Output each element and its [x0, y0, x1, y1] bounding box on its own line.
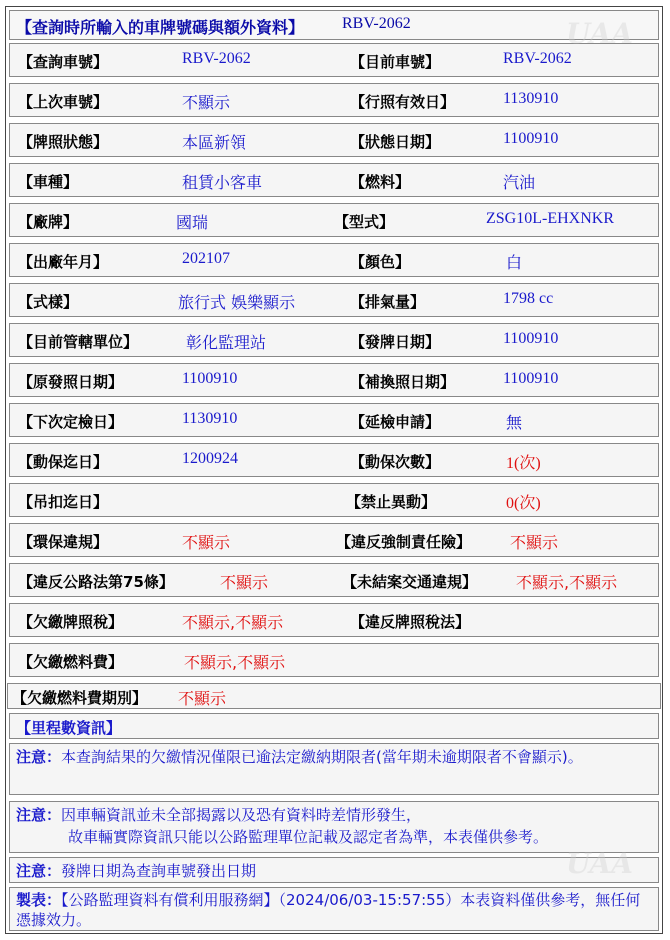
value-color: 白: [506, 253, 523, 272]
label-suspension-end-date: 【吊扣迄日】: [18, 493, 109, 511]
row-plate-status: [9, 123, 659, 157]
label-mortgage-end-date: 【動保迄日】: [18, 453, 109, 471]
row-original-license-date: [9, 363, 659, 397]
row-next-inspection: [9, 403, 659, 437]
note-issue-date: [9, 857, 659, 883]
value-unpaid-license-tax: 不顯示,不顯示: [182, 613, 284, 632]
watermark-logo-bottom: UAA: [566, 847, 634, 880]
label-environmental-violations: 【環保違規】: [18, 533, 109, 551]
note-disclaimer-label: 注意：: [16, 806, 62, 824]
value-manufacture-date: 202107: [182, 250, 230, 267]
label-previous-plate: 【上次車號】: [18, 93, 109, 111]
label-mortgage-count: 【動保次數】: [350, 453, 441, 471]
value-original-license-date: 1100910: [182, 370, 238, 387]
label-query-plate: 【查詢車號】: [18, 53, 109, 71]
label-inspection-extension: 【延檢申請】: [350, 413, 441, 431]
row-suspension: [9, 483, 659, 517]
label-mileage-info: 【里程數資訊】: [16, 719, 122, 737]
value-pending-traffic-violations: 不顯示,不顯示: [516, 573, 618, 592]
note-disclaimer-line2: 故車輛實際資訊只能以公路監理單位記載及認定者為準，本表僅供參考。: [68, 828, 549, 846]
row-brand: [9, 203, 659, 237]
label-color: 【顏色】: [350, 253, 411, 271]
value-unpaid-fuel-fee: 不顯示,不顯示: [184, 653, 286, 672]
note-arrears-text: 本查詢結果的欠繳情況僅限已逾法定繳納期限者(當年期未逾期限者不會顯示)。: [61, 748, 583, 766]
value-fuel: 汽油: [503, 173, 536, 192]
label-unpaid-license-tax: 【欠繳牌照稅】: [18, 613, 124, 631]
row-chattel-mortgage: [9, 443, 659, 477]
report-title-bar: [9, 10, 659, 40]
report-title: 【查詢時所輸入的車牌號碼與額外資料】: [16, 18, 305, 37]
value-model: ZSG10L-EHXNKR: [486, 210, 614, 227]
label-insurance-violations: 【違反強制責任險】: [336, 533, 472, 551]
label-displacement: 【排氣量】: [350, 293, 426, 311]
value-body-style: 旅行式 娛樂顯示: [178, 293, 296, 312]
label-unpaid-fuel-fee: 【欠繳燃料費】: [18, 653, 124, 671]
value-inspection-extension: 無: [506, 413, 523, 432]
label-license-tax-violations: 【違反牌照稅法】: [350, 613, 471, 631]
value-insurance-violations: 不顯示: [510, 533, 559, 552]
value-mortgage-end-date: 1200924: [182, 450, 238, 467]
value-reissue-date: 1100910: [503, 370, 559, 387]
value-current-plate: RBV-2062: [503, 50, 572, 67]
row-body-style: [9, 283, 659, 317]
label-highway-law-violations: 【違反公路法第75條】: [18, 573, 174, 591]
footer-text: 【公路監理資料有償利用服務網】（2024/06/03-15:57:55）本表資料僅供參考，無任何憑據效力。: [16, 891, 641, 929]
value-environmental-violations: 不顯示: [182, 533, 231, 552]
row-environmental-violations: [9, 523, 659, 557]
label-current-plate: 【目前車號】: [350, 53, 441, 71]
label-jurisdiction: 【目前管轄單位】: [18, 333, 139, 351]
label-transfer-prohibited: 【禁止異動】: [346, 493, 437, 511]
vehicle-report: [5, 6, 663, 934]
label-license-valid-date: 【行照有效日】: [350, 93, 456, 111]
note-arrears: [9, 743, 659, 795]
label-plate-status: 【牌照狀態】: [18, 133, 109, 151]
label-fuel-fee-period: 【欠繳燃料費期別】: [12, 689, 148, 707]
label-original-license-date: 【原發照日期】: [18, 373, 124, 391]
value-transfer-prohibited: 0(次): [506, 495, 541, 512]
label-status-date: 【狀態日期】: [350, 133, 441, 151]
value-status-date: 1100910: [503, 130, 559, 147]
label-reissue-date: 【補換照日期】: [350, 373, 456, 391]
row-previous-plate: [9, 83, 659, 117]
note-issue-date-text: 發牌日期為查詢車號發出日期: [61, 862, 257, 880]
note-disclaimer-line1: 因車輛資訊並未全部揭露以及恐有資料時差情形發生，: [61, 806, 422, 824]
label-manufacture-date: 【出廠年月】: [18, 253, 109, 271]
footer-label: 製表：: [16, 891, 62, 909]
value-license-valid-date: 1130910: [503, 90, 559, 107]
label-body-style: 【式樣】: [18, 293, 79, 311]
value-plate-status: 本區新領: [182, 133, 247, 152]
label-vehicle-type: 【車種】: [18, 173, 79, 191]
value-mortgage-count: 1(次): [506, 455, 541, 472]
label-plate-issue-date: 【發牌日期】: [350, 333, 441, 351]
row-vehicle-type: [9, 163, 659, 197]
value-previous-plate: 不顯示: [182, 93, 231, 112]
watermark-logo-top: UAA: [566, 17, 634, 50]
value-brand: 國瑞: [176, 213, 209, 232]
report-plate: RBV-2062: [342, 15, 411, 32]
row-plate-query: [9, 43, 659, 77]
value-fuel-fee-period: 不顯示: [178, 689, 227, 708]
label-model: 【型式】: [334, 213, 395, 231]
value-displacement: 1798 cc: [503, 290, 554, 307]
label-pending-traffic-violations: 【未結案交通違規】: [342, 573, 478, 591]
row-fuel-fee-period: [7, 683, 661, 709]
value-plate-issue-date: 1100910: [503, 330, 559, 347]
row-unpaid-fuel-fee: [9, 643, 659, 677]
note-arrears-label: 注意：: [16, 748, 62, 766]
label-next-inspection: 【下次定檢日】: [18, 413, 124, 431]
value-next-inspection: 1130910: [182, 410, 238, 427]
report-footer: [9, 887, 659, 931]
value-jurisdiction: 彰化監理站: [186, 333, 267, 352]
note-issue-date-label: 注意：: [16, 862, 62, 880]
value-highway-law-violations: 不顯示: [220, 573, 269, 592]
value-query-plate: RBV-2062: [182, 50, 251, 67]
row-manufacture-date: [9, 243, 659, 277]
label-brand: 【廠牌】: [18, 213, 79, 231]
row-unpaid-license-tax: [9, 603, 659, 637]
value-vehicle-type: 租賃小客車: [182, 173, 263, 192]
row-highway-law-violations: [9, 563, 659, 597]
row-mileage-info: [9, 713, 659, 739]
row-jurisdiction: [9, 323, 659, 357]
label-fuel: 【燃料】: [350, 173, 411, 191]
note-disclaimer: [9, 801, 659, 853]
